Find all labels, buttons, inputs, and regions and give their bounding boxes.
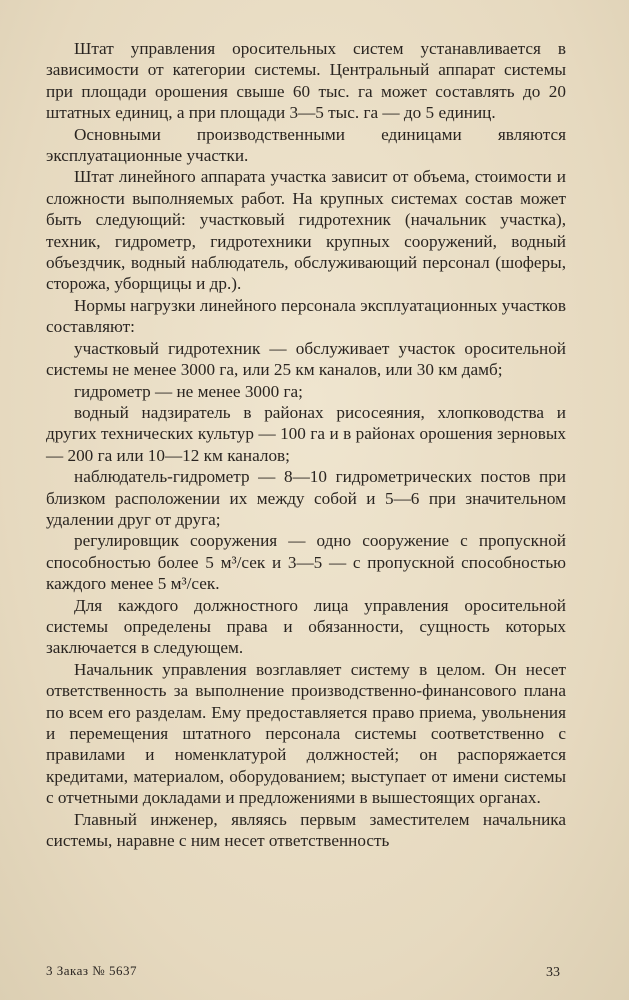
paragraph-chief-engineer: Главный инженер, являясь первым заместителем начальника системы, наравне с ним несет ответственность [46, 809, 566, 851]
paragraph-head: Начальник управления возглавляет систему в целом. Он несет ответственность за выполнение производственно-финансового плана по всем его разделам. Ему предоставляется право приема, увольнения и перемещения штатного персонала системы соответственно с правилами и номенклатурой должностей; он распоряжается кредитами, материалом, оборудованием; выступает от имени системы с отчетными докладами и предложениями в вышестоящих органах. [46, 659, 566, 808]
body-text [46, 38, 566, 851]
paragraph-linear-staff: Штат линейного аппарата участка зависит от объема, стоимости и сложности выполняемых работ. На крупных системах состав может быть следующий: участковый гидротехник (начальник участка), техник, гидрометр, гидротехники крупных сооружений, водный объездчик, водный наблюдатель, обслуживающий персонал (шоферы, сторожа, уборщицы и др.). [46, 167, 566, 294]
list-item-hydrometer: гидрометр — не менее 3000 га; [74, 381, 303, 401]
list-item-regulator: регулировщик сооружения — одно сооружение с пропускной способностью более 5 м³/сек и 3—5 — с пропускной способностью каждого менее 5 м³/сек. [46, 531, 566, 594]
paragraph-duties: Для каждого должностного лица управления оросительной системы определены права и обязанности, сущность которых заключается в следующем. [46, 595, 566, 658]
paragraph-load-norms: Нормы нагрузки линейного персонала эксплуатационных участков составляют: [46, 295, 566, 337]
paragraph-staff: Штат управления оросительных систем устанавливается в зависимости от категории системы. Центральный аппарат системы при площади орошения свыше 60 тыс. га может составлять до 20 штатных единиц, а при площади 3—5 тыс. га — до 5 единиц. [46, 39, 566, 123]
print-order-note: 3 Заказ № 5637 [46, 963, 137, 978]
list-item-hydrotechnician: участковый гидротехник — обслуживает участок оросительной системы не менее 3000 га, или 25 км каналов, или 30 км дамб; [46, 338, 566, 380]
paragraph-production-units: Основными производственными единицами являются эксплуатационные участки. [46, 124, 566, 166]
list-item-water-supervisor: водный надзиратель в районах рисосеяния, хлопководства и других технических культур — 100 га и в районах орошения зерновых — 200 га или 10—12 км каналов; [46, 402, 566, 465]
page-number: 33 [546, 965, 560, 980]
list-item-observer: наблюдатель-гидрометр — 8—10 гидрометрических постов при близком расположении их между собой и 5—6 при значительном удалении друг от друга; [46, 467, 566, 529]
